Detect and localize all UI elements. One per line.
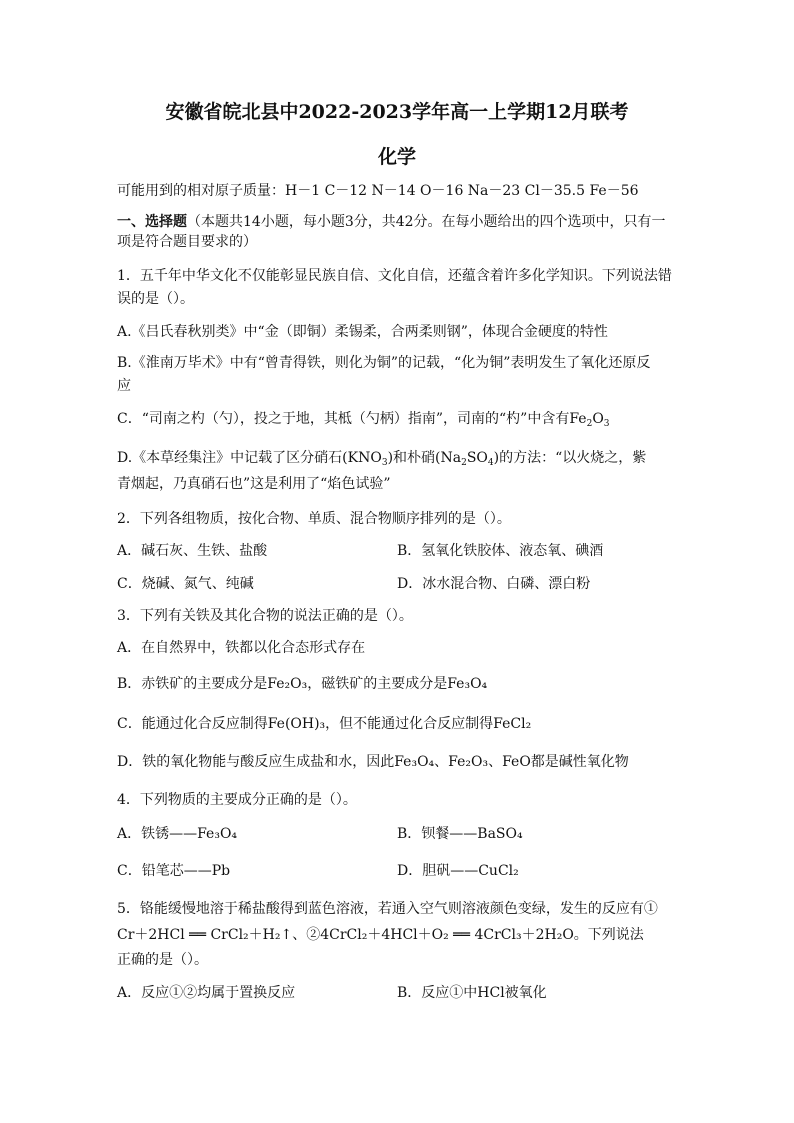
- q1-option-d-sub1: 3: [381, 458, 388, 468]
- q2-option-d: D．冰水混合物、白磷、漂白粉: [397, 576, 591, 592]
- atomic-masses: 可能用到的相对原子质量：H－1 C－12 N－14 O－16 Na－23 Cl－35.5 Fe－56: [117, 183, 639, 199]
- q4-options-row2: [117, 861, 677, 881]
- q4-option-a: A．铁锈——Fe₃O₄: [117, 826, 238, 842]
- q5-stem-line1: 5．铬能缓慢地溶于稀盐酸得到蓝色溶液，若通入空气则溶液颜色变绿，发生的反应有①: [117, 901, 658, 917]
- q1-stem-line1: 1．五千年中华文化不仅能彰显民族自信、文化自信，还蕴含着许多化学知识。下列说法错: [117, 268, 672, 284]
- q1-option-d-part-c: SO: [466, 450, 488, 466]
- q3-option-b: B．赤铁矿的主要成分是Fe₂O₃，磁铁矿的主要成分是Fe₃O₄: [117, 676, 488, 692]
- q2-options-row2: [117, 574, 677, 594]
- q1-option-c-text: C．“司南之杓（勺），投之于地，其柢（勺柄）指南”，司南的“杓”中含有Fe: [117, 411, 587, 427]
- q1-option-d-part-a: D.《本草经集注》中记载了区分硝石(KNO: [117, 450, 382, 466]
- q5-option-b: B．反应①中HCl被氧化: [397, 985, 547, 1001]
- q3-option-d: D．铁的氧化物能与酸反应生成盐和水，因此Fe₃O₄、Fe₂O₃、FeO都是碱性氧化物: [117, 754, 629, 770]
- q2-option-c: C．烧碱、氮气、纯碱: [117, 576, 254, 592]
- q5-options-row1: [117, 983, 677, 1003]
- q1-stem-line2: 误的是（）。: [117, 291, 194, 307]
- q4-options-row1: [117, 824, 677, 844]
- q4-option-d: D．胆矾——CuCl₂: [397, 863, 519, 879]
- q2-option-b: B．氢氧化铁胶体、液态氧、碘酒: [397, 543, 604, 559]
- q2-option-a: A．碱石灰、生铁、盐酸: [117, 543, 268, 559]
- q1-option-c-o: O: [592, 411, 604, 427]
- q1-option-c: [117, 409, 677, 434]
- subject-title: 化学: [377, 146, 416, 168]
- q1-option-d-line2: 青烟起，乃真硝石也”这是利用了“焰色试验”: [117, 476, 391, 492]
- q1-option-d-sub3: 4: [487, 458, 494, 468]
- q5-stem-line2: Cr＋2HCl ══ CrCl₂＋H₂↑、②4CrCl₂＋4HCl＋O₂ ══ 4CrCl₃＋2H₂O。下列说法: [117, 927, 644, 943]
- q1-option-b-line2: 应: [117, 378, 131, 394]
- q1-option-c-sub2: 3: [603, 419, 610, 429]
- q5-option-a: A．反应①②均属于置换反应: [117, 985, 296, 1001]
- q5-stem-line3: 正确的是（）。: [117, 952, 208, 968]
- q1-option-a: A.《吕氏春秋别类》中“金（即铜）柔锡柔，合两柔则钢”，体现合金硬度的特性: [117, 324, 608, 340]
- q1-option-d-sub2: 2: [461, 458, 467, 468]
- q1-option-d-part-b: )和朴硝(Na: [387, 450, 462, 466]
- q1-option-c-sub1: 2: [586, 419, 593, 429]
- q4-option-b: B．钡餐——BaSO₄: [397, 826, 523, 842]
- q1-option-d-part-d: )的方法：“以火烧之，紫: [493, 450, 647, 466]
- section-1-intro: [117, 212, 677, 252]
- q2-options-row1: [117, 541, 677, 561]
- q2-stem: 2．下列各组物质，按化合物、单质、混合物顺序排列的是（）。: [117, 511, 511, 527]
- section-1-heading: 一、选择题: [117, 214, 187, 230]
- q1-option-d-line1: [117, 448, 677, 473]
- q3-option-a: A．在自然界中，铁都以化合态形式存在: [117, 640, 366, 656]
- q1-option-b-line1: B.《淮南万毕术》中有“曾青得铁，则化为铜”的记载，“化为铜”表明发生了氧化还原反: [117, 355, 651, 371]
- section-1-note: （本题共14小题，每小题3分，共42分。在每小题给出的四个选项中，只有一项是符合题目要求的）: [117, 214, 666, 250]
- exam-title: 安徽省皖北县中2022-2023学年高一上学期12月联考: [165, 101, 629, 123]
- q4-option-c: C．铅笔芯——Pb: [117, 863, 231, 879]
- q3-stem: 3．下列有关铁及其化合物的说法正确的是（）。: [117, 608, 413, 624]
- q3-option-c: C．能通过化合反应制得Fe(OH)₃，但不能通过化合反应制得FeCl₂: [117, 716, 532, 732]
- q4-stem: 4．下列物质的主要成分正确的是（）。: [117, 792, 357, 808]
